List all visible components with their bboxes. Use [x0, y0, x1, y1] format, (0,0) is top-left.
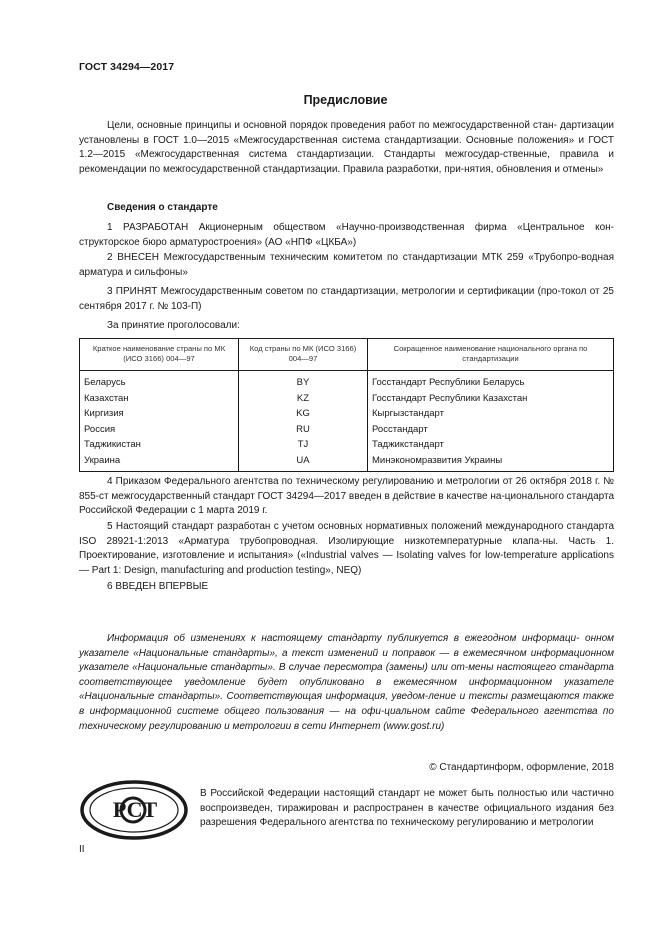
- header-country-code: Код страны по МК (ИСО 3166) 004—97: [239, 339, 368, 371]
- standards-body: Росстандарт: [368, 422, 614, 438]
- standards-body: Госстандарт Республики Беларусь: [368, 371, 614, 391]
- standards-body: Кыргызстандарт: [368, 406, 614, 422]
- item-3-adopted: 3 ПРИНЯТ Межгосударственным советом по стандартизации, метрологии и сертификации (про-токол от 25 сентября 2017 г. № 103-П): [79, 286, 614, 312]
- country-name: Казахстан: [80, 391, 239, 407]
- standards-body: Госстандарт Республики Казахстан: [368, 391, 614, 407]
- country-name: Беларусь: [80, 371, 239, 391]
- item-4-enacted: 4 Приказом Федерального агентства по техническому регулированию и метрологии от 26 октября 2018 г. № 855-ст межгосударственный стандарт ГОСТ 34294—2017 введен в действие в качестве на-ционального стандарта Российской Федерации с 1 марта 2019 г.: [79, 476, 614, 517]
- logo-text: РСТ: [112, 797, 158, 822]
- country-code: KZ: [239, 391, 368, 407]
- country-name: Украина: [80, 453, 239, 472]
- section-heading: Сведения о стандарте: [107, 202, 218, 213]
- standards-body: Минэкономразвития Украины: [368, 453, 614, 472]
- country-name: Киргизия: [80, 406, 239, 422]
- voting-countries-table: [79, 338, 614, 472]
- table-row: [80, 371, 614, 391]
- item-2-submitted: 2 ВНЕСЕН Межгосударственным техническим комитетом по стандартизации МТК 259 «Трубопро-водная арматура и сильфоны»: [79, 252, 614, 278]
- reproduction-notice: [200, 787, 614, 831]
- table-row: [80, 453, 614, 472]
- table-header-row: [80, 339, 614, 371]
- info-continuation: онном указателе «Национальные стандарты», а текст изменений и поправок — в ежемесячном информационном указателе «Национальные стандарты». В случае пересмотра (замены) или от-мены настоящего стандарта соответствующее уведомление будет опубликовано в ежемесячном информационном указателе «Национальные стандарты». Соответствующая информация, уведом-ление и тексты размещаются также в информационной системе общего пользования — на офи-циальном сайте Федерального агентства по техническому регулированию и метрологии в сети Интернет (www.gost.ru): [79, 633, 614, 732]
- country-code: KG: [239, 406, 368, 422]
- country-code: TJ: [239, 437, 368, 453]
- header-standards-body: Сокращенное наименование национального органа по стандартизации: [368, 339, 614, 371]
- notice-text: В Российской Федерации настоящий стандарт не может быть полностью или частично воспроизведен, тиражирован и распространен в качестве официального издания без разрешения Федерального агентства по техническому регулированию и метрологии: [200, 788, 614, 829]
- item-5-based-on: 5 Настоящий стандарт разработан с учетом основных нормативных положений международного стандарта ISO 28921-1:2013 «Арматура трубопроводная. Изолирующие низкотемпературные клапа-ны. Часть 1. Проектирование, изготовление и испытания» («Industrial valves — Isolating valves for low-temperature applications — Part 1: Design, manufacturing and production testing», NEQ): [79, 521, 614, 576]
- page-number: II: [79, 844, 85, 855]
- info-paragraph: [79, 632, 614, 734]
- country-code: BY: [239, 371, 368, 391]
- intro-paragraph: [79, 119, 614, 177]
- header-country-name: Краткое наименование страны по МК (ИСО 3166) 004—97: [80, 339, 239, 371]
- table-row: [80, 391, 614, 407]
- table-row: [80, 406, 614, 422]
- intro-continuation: дартизации установлены в ГОСТ 1.0—2015 «Межгосударственная система стандартизации. Основные положения» и ГОСТ 1.2—2015 «Межгосударственная система стандартизации. Стандарты межгосудар-ственные, правила и рекомендации по межгосударственной стандартизации. Правила разработки, при-нятия, обновления и отмены»: [79, 120, 614, 175]
- info-first-line: Информация об изменениях к настоящему стандарту публикуется в ежегодном информаци-: [107, 633, 580, 644]
- item-1-developed: 1 РАЗРАБОТАН Акционерным обществом «Научно-производственная фирма «Центральное кон-структорское бюро арматуростроения» (АО «НПФ «ЦКБА»): [79, 222, 614, 248]
- country-code: UA: [239, 453, 368, 472]
- item-6-first-introduced: 6 ВВЕДЕН ВПЕРВЫЕ: [107, 581, 209, 592]
- country-name: Россия: [80, 422, 239, 438]
- intro-first-line: Цели, основные принципы и основной порядок проведения работ по межгосударственной стан-: [107, 120, 557, 131]
- table-row: [80, 422, 614, 438]
- rst-logo: [80, 780, 188, 840]
- document-code: ГОСТ 34294—2017: [79, 61, 175, 73]
- page-title: Предисловие: [303, 93, 388, 107]
- country-code: RU: [239, 422, 368, 438]
- standards-body: Таджикстандарт: [368, 437, 614, 453]
- country-name: Таджикистан: [80, 437, 239, 453]
- table-row: [80, 437, 614, 453]
- voted-label: За принятие проголосовали:: [107, 320, 240, 331]
- copyright: © Стандартинформ, оформление, 2018: [429, 762, 614, 773]
